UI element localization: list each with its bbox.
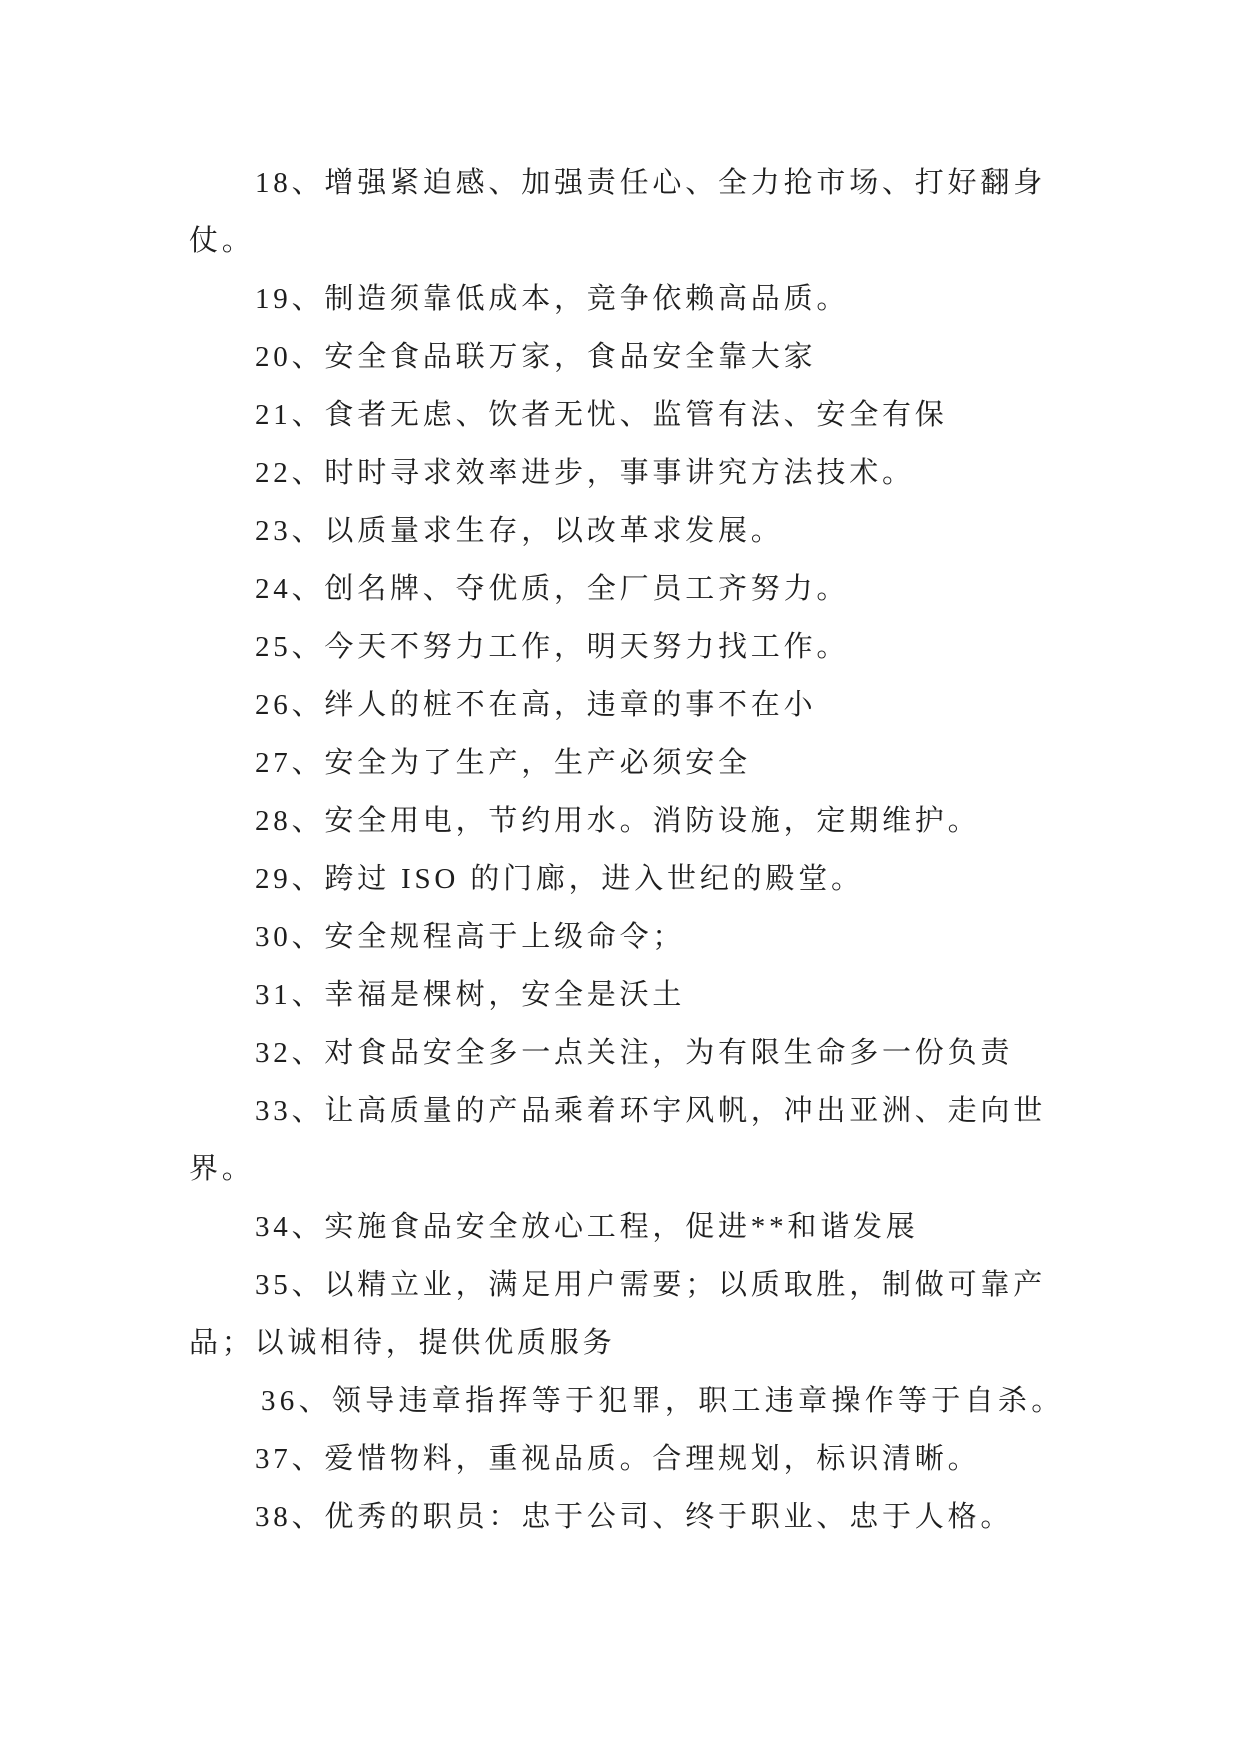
- list-item-text: 27、安全为了生产，生产必须安全: [255, 747, 751, 779]
- list-item-text: 21、食者无虑、饮者无忧、监管有法、安全有保: [255, 399, 948, 431]
- list-item-text: 19、制造须靠低成本，竞争依赖高品质。: [255, 283, 850, 315]
- list-item: [189, 1082, 1089, 1198]
- list-item-text: 29、跨过 ISO 的门廊，进入世纪的殿堂。: [255, 863, 864, 895]
- list-item: [189, 1430, 1089, 1488]
- list-item: [189, 502, 1089, 560]
- list-item: [189, 850, 1089, 908]
- list-item-text: 26、绊人的桩不在高，违章的事不在小: [255, 689, 817, 721]
- list-item-text: 36、领导违章指挥等于犯罪，职工违章操作等于自杀。: [261, 1385, 1065, 1417]
- list-item-text: 31、幸福是棵树，安全是沃土: [255, 979, 686, 1011]
- list-item-text: 18、增强紧迫感、加强责任心、全力抢市场、打好翻身: [255, 167, 1047, 199]
- list-item-text: 24、创名牌、夺优质，全厂员工齐努力。: [255, 573, 850, 605]
- list-item: [189, 154, 1089, 270]
- list-item: [189, 444, 1089, 502]
- list-item: [189, 1256, 1089, 1372]
- list-item-text: 37、爱惜物料，重视品质。合理规划，标识清晰。: [255, 1443, 981, 1475]
- slogan-list: [189, 154, 1089, 1546]
- list-item: [189, 1372, 1089, 1430]
- list-item: [189, 386, 1089, 444]
- list-item-text: 25、今天不努力工作，明天努力找工作。: [255, 631, 850, 663]
- list-item: [189, 792, 1089, 850]
- list-item: [189, 676, 1089, 734]
- list-item: [189, 1488, 1089, 1546]
- list-item-text: 34、实施食品安全放心工程，促进**和谐发展: [255, 1211, 919, 1243]
- list-item-text: 32、对食品安全多一点关注，为有限生命多一份负责: [255, 1037, 1014, 1069]
- list-item: [189, 966, 1089, 1024]
- list-item: [189, 618, 1089, 676]
- list-item: [189, 270, 1089, 328]
- list-item-text: 22、时时寻求效率进步，事事讲究方法技术。: [255, 457, 915, 489]
- list-item-text-continued: 仗。: [189, 225, 255, 257]
- list-item-text: 20、安全食品联万家，食品安全靠大家: [255, 341, 817, 373]
- list-item: [189, 328, 1089, 386]
- list-item: [189, 1198, 1089, 1256]
- list-item-text: 33、让高质量的产品乘着环宇风帆，冲出亚洲、走向世: [255, 1095, 1047, 1127]
- list-item-text: 38、优秀的职员：忠于公司、终于职业、忠于人格。: [255, 1501, 1014, 1533]
- list-item: [189, 734, 1089, 792]
- list-item-text: 28、安全用电，节约用水。消防设施，定期维护。: [255, 805, 981, 837]
- list-item: [189, 560, 1089, 618]
- list-item-text-continued: 品；以诚相待，提供优质服务: [189, 1327, 616, 1359]
- list-item: [189, 908, 1089, 966]
- list-item: [189, 1024, 1089, 1082]
- list-item-text: 30、安全规程高于上级命令；: [255, 921, 686, 953]
- list-item-text-continued: 界。: [189, 1153, 255, 1185]
- list-item-text: 35、以精立业，满足用户需要；以质取胜，制做可靠产: [255, 1269, 1047, 1301]
- list-item-text: 23、以质量求生存，以改革求发展。: [255, 515, 784, 547]
